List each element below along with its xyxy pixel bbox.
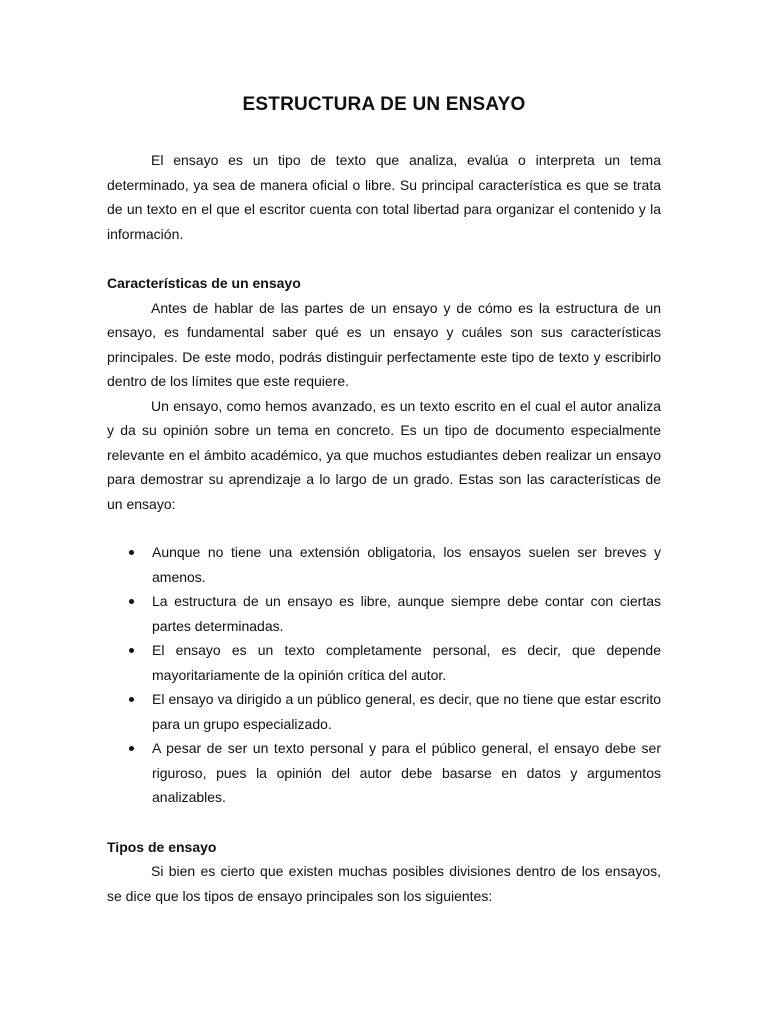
section-heading-caracteristicas: Características de un ensayo <box>107 275 301 291</box>
spacer <box>107 516 661 540</box>
bullet-icon <box>129 746 134 751</box>
spacer <box>107 246 661 271</box>
paragraph: Si bien es cierto que existen muchas posibles divisiones dentro de los ensayos, se dice que los tipos de ensayo principales son los siguientes: <box>107 863 661 904</box>
bullet-icon <box>129 599 134 604</box>
bullet-icon <box>129 648 134 653</box>
intro-paragraph: El ensayo es un tipo de texto que analiza, evalúa o interpreta un tema determinado, ya sea de manera oficial o libre. Su principal característica es que se trata de un texto en el que el escritor cuenta con total libertad para organizar el contenido y la información. <box>107 152 661 242</box>
paragraph: Un ensayo, como hemos avanzado, es un texto escrito en el cual el autor analiza y da su opinión sobre un tema en concreto. Es un tipo de documento especialmente relevante en el ámbito académico, ya que muchos estudiantes deben realizar un ensayo para demostrar su aprendizaje a lo largo de un grado. Estas son las características de un ensayo: <box>107 397 661 512</box>
list-item-text: El ensayo va dirigido a un público general, es decir, que no tiene que estar escrito para un grupo especializado. <box>152 691 661 732</box>
section-heading-tipos: Tipos de ensayo <box>107 838 217 855</box>
list-item <box>107 638 661 687</box>
list-item-text: La estructura de un ensayo es libre, aunque siempre debe contar con ciertas partes determinadas. <box>152 593 661 634</box>
list-item <box>107 736 661 810</box>
bullet-icon <box>129 697 134 702</box>
document-title: ESTRUCTURA DE UN ENSAYO <box>242 94 526 115</box>
list-item-text: A pesar de ser un texto personal y para el público general, el ensayo debe ser riguroso, pues la opinión del autor debe basarse en datos y argumentos analizables. <box>152 740 661 805</box>
document-content <box>107 92 661 908</box>
spacer <box>107 118 661 148</box>
characteristics-list <box>107 540 661 810</box>
spacer <box>107 810 661 835</box>
list-item <box>107 687 661 736</box>
list-item-text: Aunque no tiene una extensión obligatoria, los ensayos suelen ser breves y amenos. <box>152 544 661 585</box>
paragraph: Antes de hablar de las partes de un ensayo y de cómo es la estructura de un ensayo, es fundamental saber qué es un ensayo y cuáles son sus características principales. De este modo, podrás distinguir perfectamente este tipo de texto y escribirlo dentro de los límites que este requiere. <box>107 299 661 389</box>
list-item <box>107 540 661 589</box>
list-item <box>107 589 661 638</box>
list-item-text: El ensayo es un texto completamente personal, es decir, que depende mayoritariamente de la opinión crítica del autor. <box>152 642 661 683</box>
bullet-icon <box>129 550 134 555</box>
